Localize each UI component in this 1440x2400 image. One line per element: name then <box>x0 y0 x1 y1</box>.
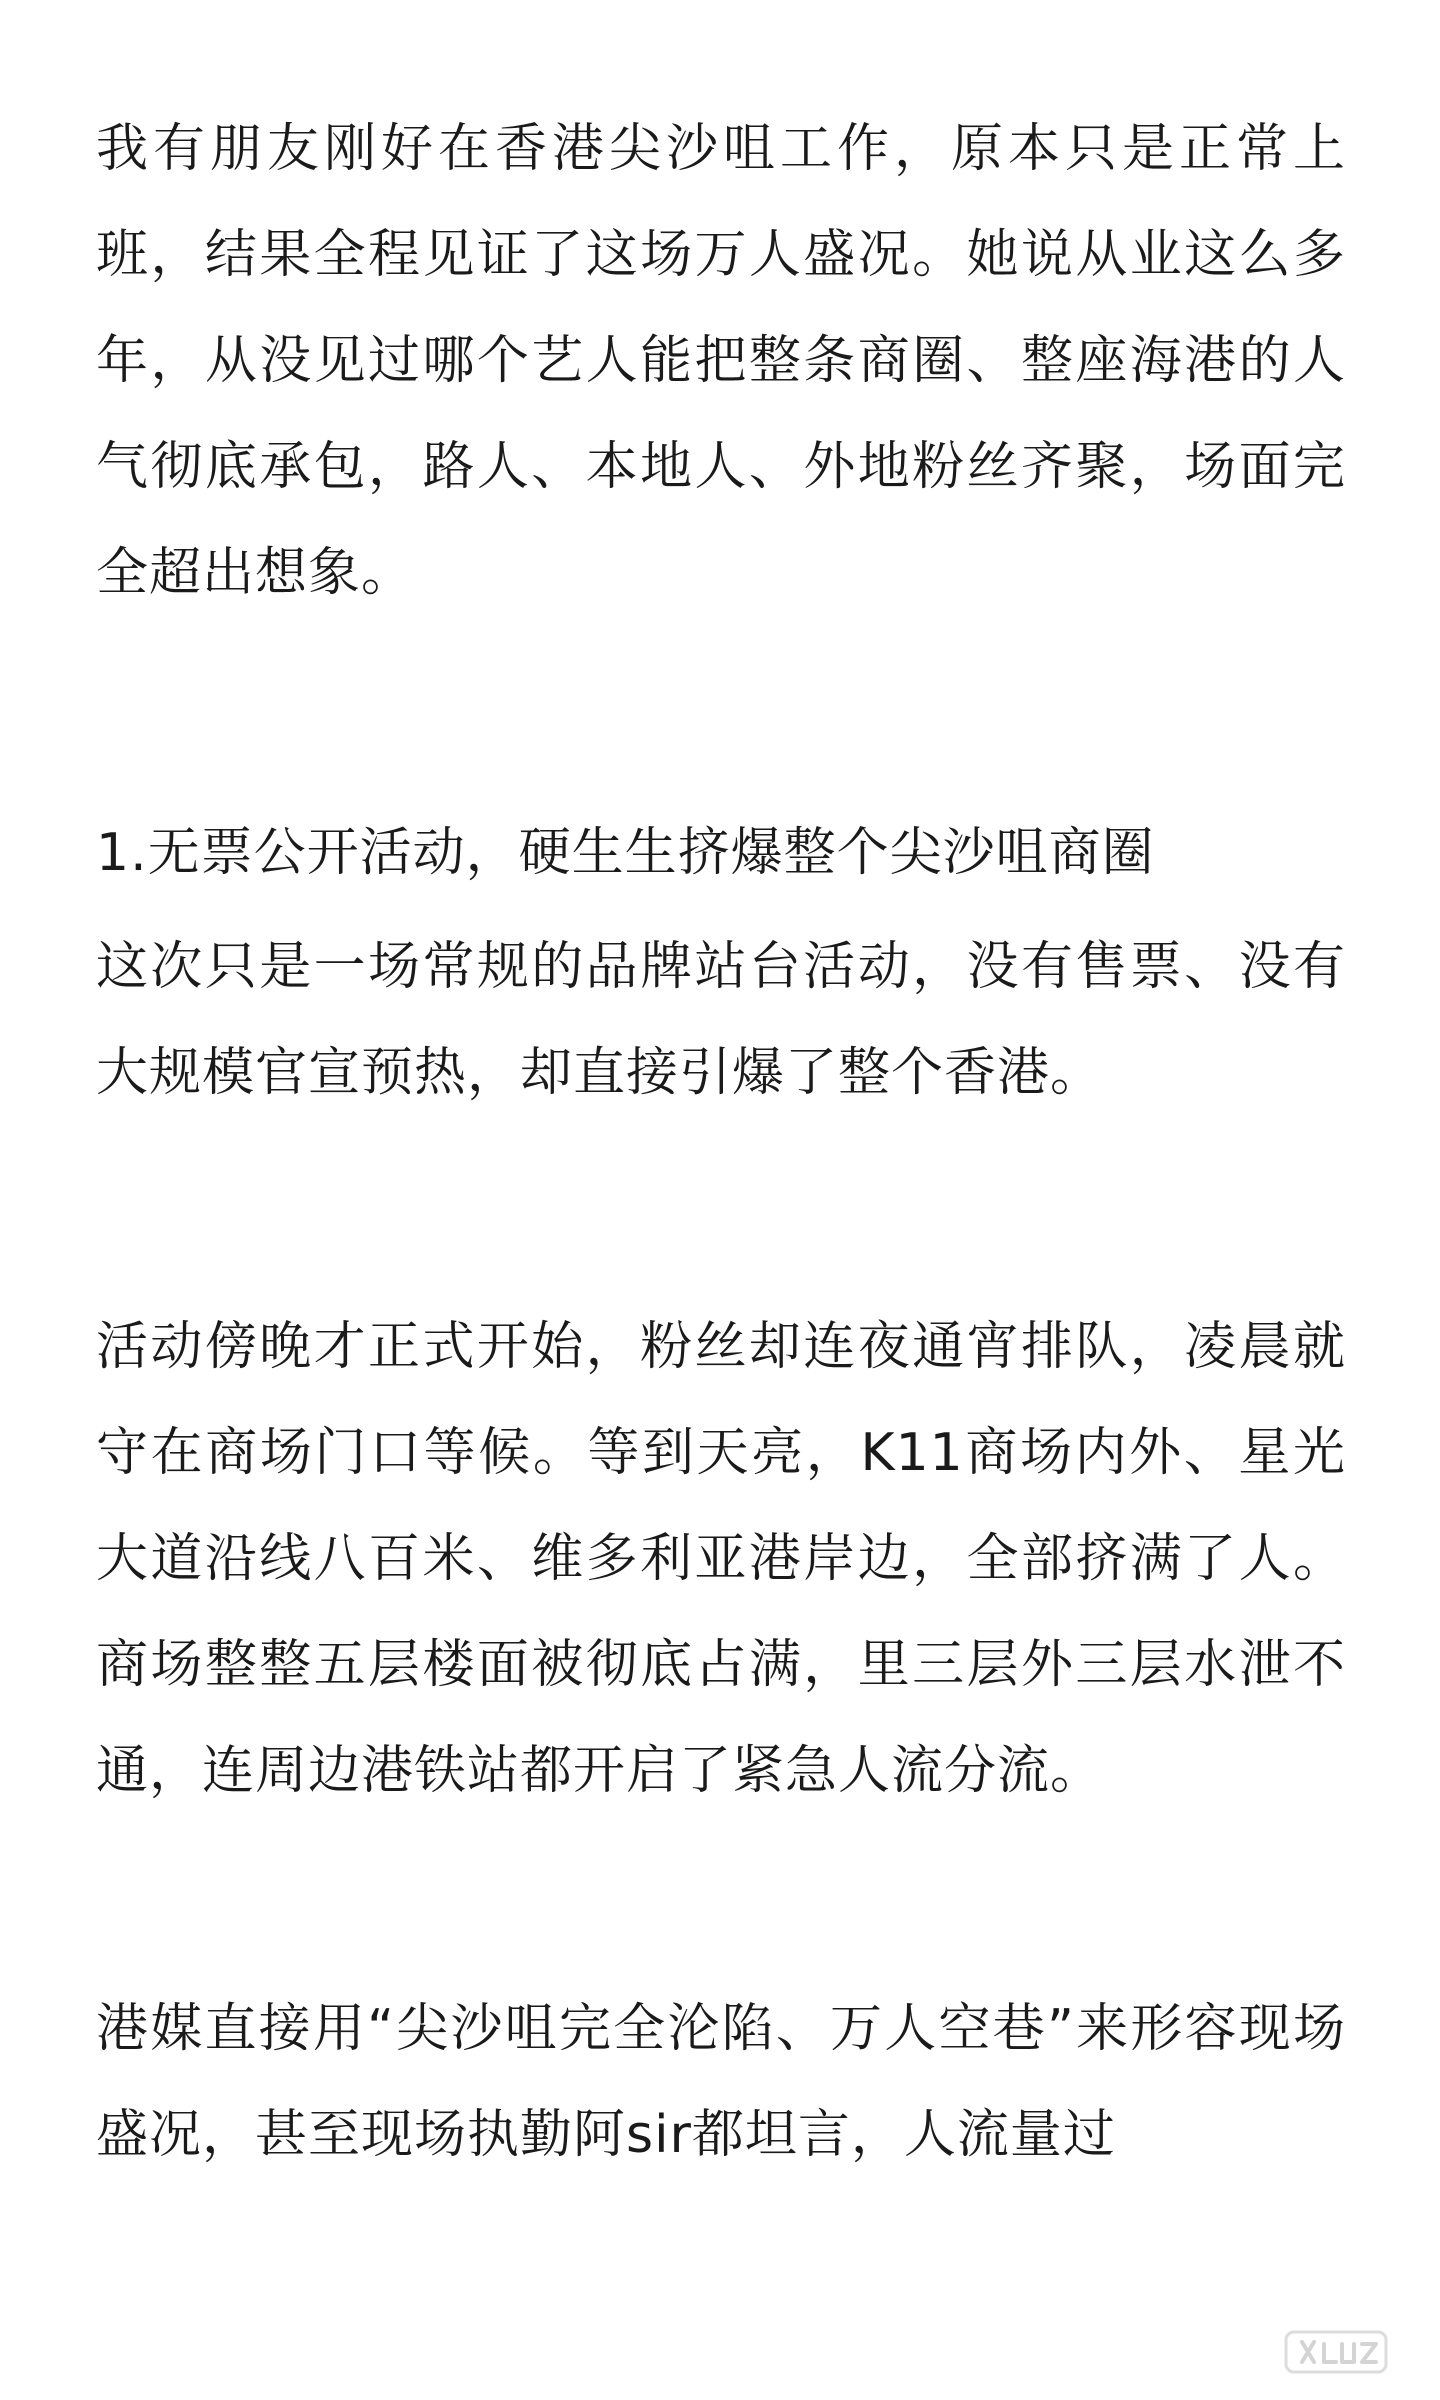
paragraph-crowd: 活动傍晚才正式开始，粉丝却连夜通宵排队，凌晨就守在商场门口等候。等到天亮，K11商场内外、星光大道沿线八百米、维多利亚港岸边，全部挤满了人。商场整整五层楼面被彻底占满，里三层外三层水泄不通，连周边港铁站都开启了紧急人流分流。 <box>96 1317 1346 1801</box>
paragraph-intro: 我有朋友刚好在香港尖沙咀工作，原本只是正常上班，结果全程见证了这场万人盛况。她说从业这么多年，从没见过哪个艺人能把整条商圈、整座海港的人气彻底承包，路人、本地人、外地粉丝齐聚，场面完全超出想象。 <box>96 119 1346 603</box>
paragraph-media: 港媒直接用“尖沙咀完全沦陷、万人空巷”来形容现场盛况，甚至现场执勤阿sir都坦言，人流量过 <box>96 1999 1346 2165</box>
watermark-logo-icon <box>1284 2324 1388 2380</box>
article-body <box>96 96 1346 2188</box>
section-heading: 1.无票公开活动，硬生生挤爆整个尖沙咀商圈 <box>96 823 1155 883</box>
paragraph-event: 这次只是一场常规的品牌站台活动，没有售票、没有大规模官宣预热，却直接引爆了整个香港。 <box>96 937 1346 1103</box>
